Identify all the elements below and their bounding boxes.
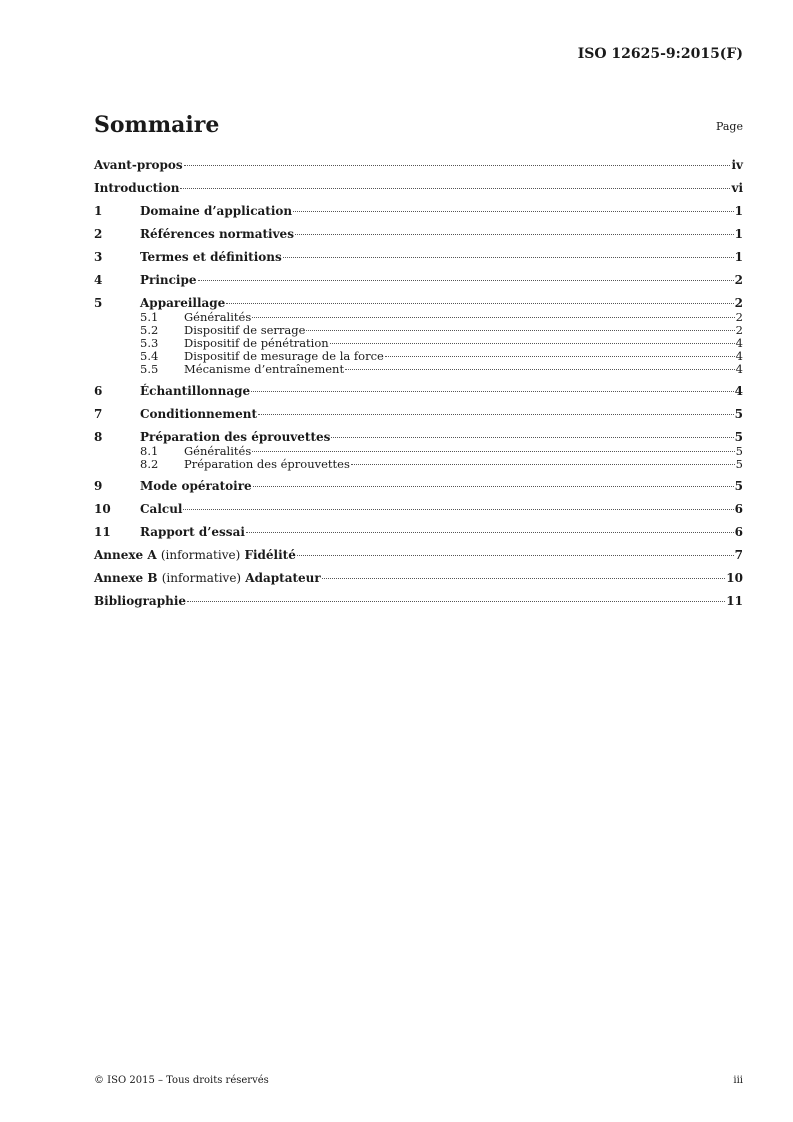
toc-entry-page: vi	[731, 181, 743, 195]
dot-leader	[351, 464, 735, 465]
toc-entry-page: 1	[734, 204, 743, 218]
toc-entry-page: 1	[734, 250, 743, 264]
toc-entry[interactable]	[94, 524, 743, 540]
toc-entry-title: Généralités	[184, 444, 252, 458]
toc-entry-page: 2	[734, 273, 743, 287]
dot-leader	[251, 391, 733, 392]
toc-entry-page: 6	[734, 502, 743, 516]
dot-leader	[297, 555, 734, 556]
toc-entry-page: 1	[734, 227, 743, 241]
toc-entry-number: 10	[94, 502, 111, 516]
bibliography-page: 11	[726, 594, 743, 608]
toc-entry-page: 5	[734, 430, 743, 444]
dot-leader	[306, 330, 734, 331]
toc-entry-page: 4	[734, 384, 743, 398]
annex-type: (informative)	[160, 548, 241, 562]
toc-entry-number: 8.2	[140, 457, 159, 471]
dot-leader	[322, 578, 726, 579]
toc-entry-page: 5	[735, 444, 743, 458]
toc-entry-page: 2	[734, 296, 743, 310]
toc-entry-title: Rapport d’essai	[140, 525, 245, 539]
toc-entry-number: 1	[94, 204, 103, 218]
toc-entry[interactable]	[94, 429, 743, 445]
toc-entry-title: Conditionnement	[140, 407, 258, 421]
toc-entry-title: Généralités	[184, 310, 252, 324]
toc-entry[interactable]	[94, 363, 743, 376]
toc-entry-number: 5	[94, 296, 103, 310]
toc-entry-number: 5.4	[140, 349, 159, 363]
toc-entry-page: 4	[735, 362, 743, 376]
dot-leader	[187, 601, 725, 602]
toc-entry-title: Principe	[140, 273, 197, 287]
dot-leader	[331, 437, 733, 438]
toc-entry-number: 5.2	[140, 323, 159, 337]
toc-entry-number: 3	[94, 250, 103, 264]
toc-entry-page: 2	[735, 323, 743, 337]
toc-entry-title: Domaine d’application	[140, 204, 293, 218]
footer-copyright: © ISO 2015 – Tous droits réservés	[94, 1075, 269, 1086]
footer-page-number: iii	[733, 1075, 743, 1086]
toc-entry-title: Dispositif de mesurage de la force	[184, 349, 384, 363]
toc-entry[interactable]	[94, 157, 743, 173]
toc-entry[interactable]	[94, 226, 743, 242]
dot-leader	[183, 509, 733, 510]
dot-leader	[330, 343, 735, 344]
toc-annex-entry[interactable]	[94, 570, 743, 586]
toc-entry-title: Mode opératoire	[140, 479, 252, 493]
toc-entry-page: 5	[734, 479, 743, 493]
toc-entry[interactable]	[94, 272, 743, 288]
dot-leader	[198, 280, 734, 281]
toc-annex-entry[interactable]	[94, 547, 743, 563]
dot-leader	[184, 165, 731, 166]
toc-entry[interactable]	[94, 406, 743, 422]
toc-entry[interactable]	[94, 478, 743, 494]
toc-title: Sommaire	[94, 112, 220, 138]
toc-entry-page: 4	[735, 336, 743, 350]
annex-type: (informative)	[161, 571, 242, 585]
toc-entry-page: 6	[734, 525, 743, 539]
toc-bibliography-entry[interactable]	[94, 593, 743, 609]
toc-entry-title: Préparation des éprouvettes	[140, 430, 331, 444]
toc-entry-page: 2	[735, 310, 743, 324]
document-id: ISO 12625-9:2015(F)	[577, 46, 743, 62]
bibliography-title: Bibliographie	[94, 594, 187, 608]
dot-leader	[252, 317, 734, 318]
toc-entry-title: Préparation des éprouvettes	[184, 457, 350, 471]
dot-leader	[283, 257, 734, 258]
toc-entry[interactable]	[94, 383, 743, 399]
toc-entry-number: 5.1	[140, 310, 159, 324]
toc-entry-number: 7	[94, 407, 103, 421]
toc-entry-number: 2	[94, 227, 103, 241]
toc-entry-number: 6	[94, 384, 103, 398]
page-column-header: Page	[715, 120, 743, 133]
toc-entry-title: Calcul	[140, 502, 183, 516]
toc-entry[interactable]	[94, 458, 743, 471]
dot-leader	[180, 188, 730, 189]
toc-entry-number: 5.3	[140, 336, 159, 350]
toc-entry-page: 5	[734, 407, 743, 421]
toc-entry-number: 4	[94, 273, 103, 287]
toc-entry[interactable]	[94, 203, 743, 219]
toc-entry-title: Dispositif de serrage	[184, 323, 306, 337]
table-of-contents	[94, 157, 743, 609]
annex-title: Adaptateur	[245, 571, 321, 585]
annex-label: Annexe A	[94, 548, 157, 562]
dot-leader	[252, 451, 734, 452]
dot-leader	[226, 303, 733, 304]
dot-leader	[385, 356, 735, 357]
toc-entry-title: Références normatives	[140, 227, 294, 241]
dot-leader	[253, 486, 734, 487]
toc-entry[interactable]	[94, 180, 743, 196]
dot-leader	[295, 234, 734, 235]
dot-leader	[258, 414, 734, 415]
toc-entry[interactable]	[94, 501, 743, 517]
toc-entry-title: Appareillage	[140, 296, 226, 310]
annex-label: Annexe B	[94, 571, 158, 585]
toc-entry-number: 8	[94, 430, 103, 444]
annex-page: 7	[734, 548, 743, 562]
annex-page: 10	[726, 571, 743, 585]
toc-entry-title: Dispositif de pénétration	[184, 336, 329, 350]
toc-entry-title: Avant-propos	[94, 158, 183, 172]
toc-entry-page: iv	[731, 158, 743, 172]
toc-entry-number: 9	[94, 479, 103, 493]
toc-entry-number: 5.5	[140, 362, 159, 376]
dot-leader	[345, 369, 735, 370]
toc-entry-title: Échantillonnage	[140, 384, 251, 398]
toc-entry-number: 11	[94, 525, 111, 539]
toc-entry-title: Termes et définitions	[140, 250, 282, 264]
toc-entry-page: 5	[735, 457, 743, 471]
annex-title: Fidélité	[244, 548, 296, 562]
dot-leader	[293, 211, 734, 212]
toc-entry-number: 8.1	[140, 444, 159, 458]
toc-entry[interactable]	[94, 249, 743, 265]
toc-entry-title: Mécanisme d’entraînement	[184, 362, 345, 376]
toc-entry[interactable]	[94, 295, 743, 311]
toc-entry-title: Introduction	[94, 181, 180, 195]
toc-entry-page: 4	[735, 349, 743, 363]
dot-leader	[246, 532, 734, 533]
